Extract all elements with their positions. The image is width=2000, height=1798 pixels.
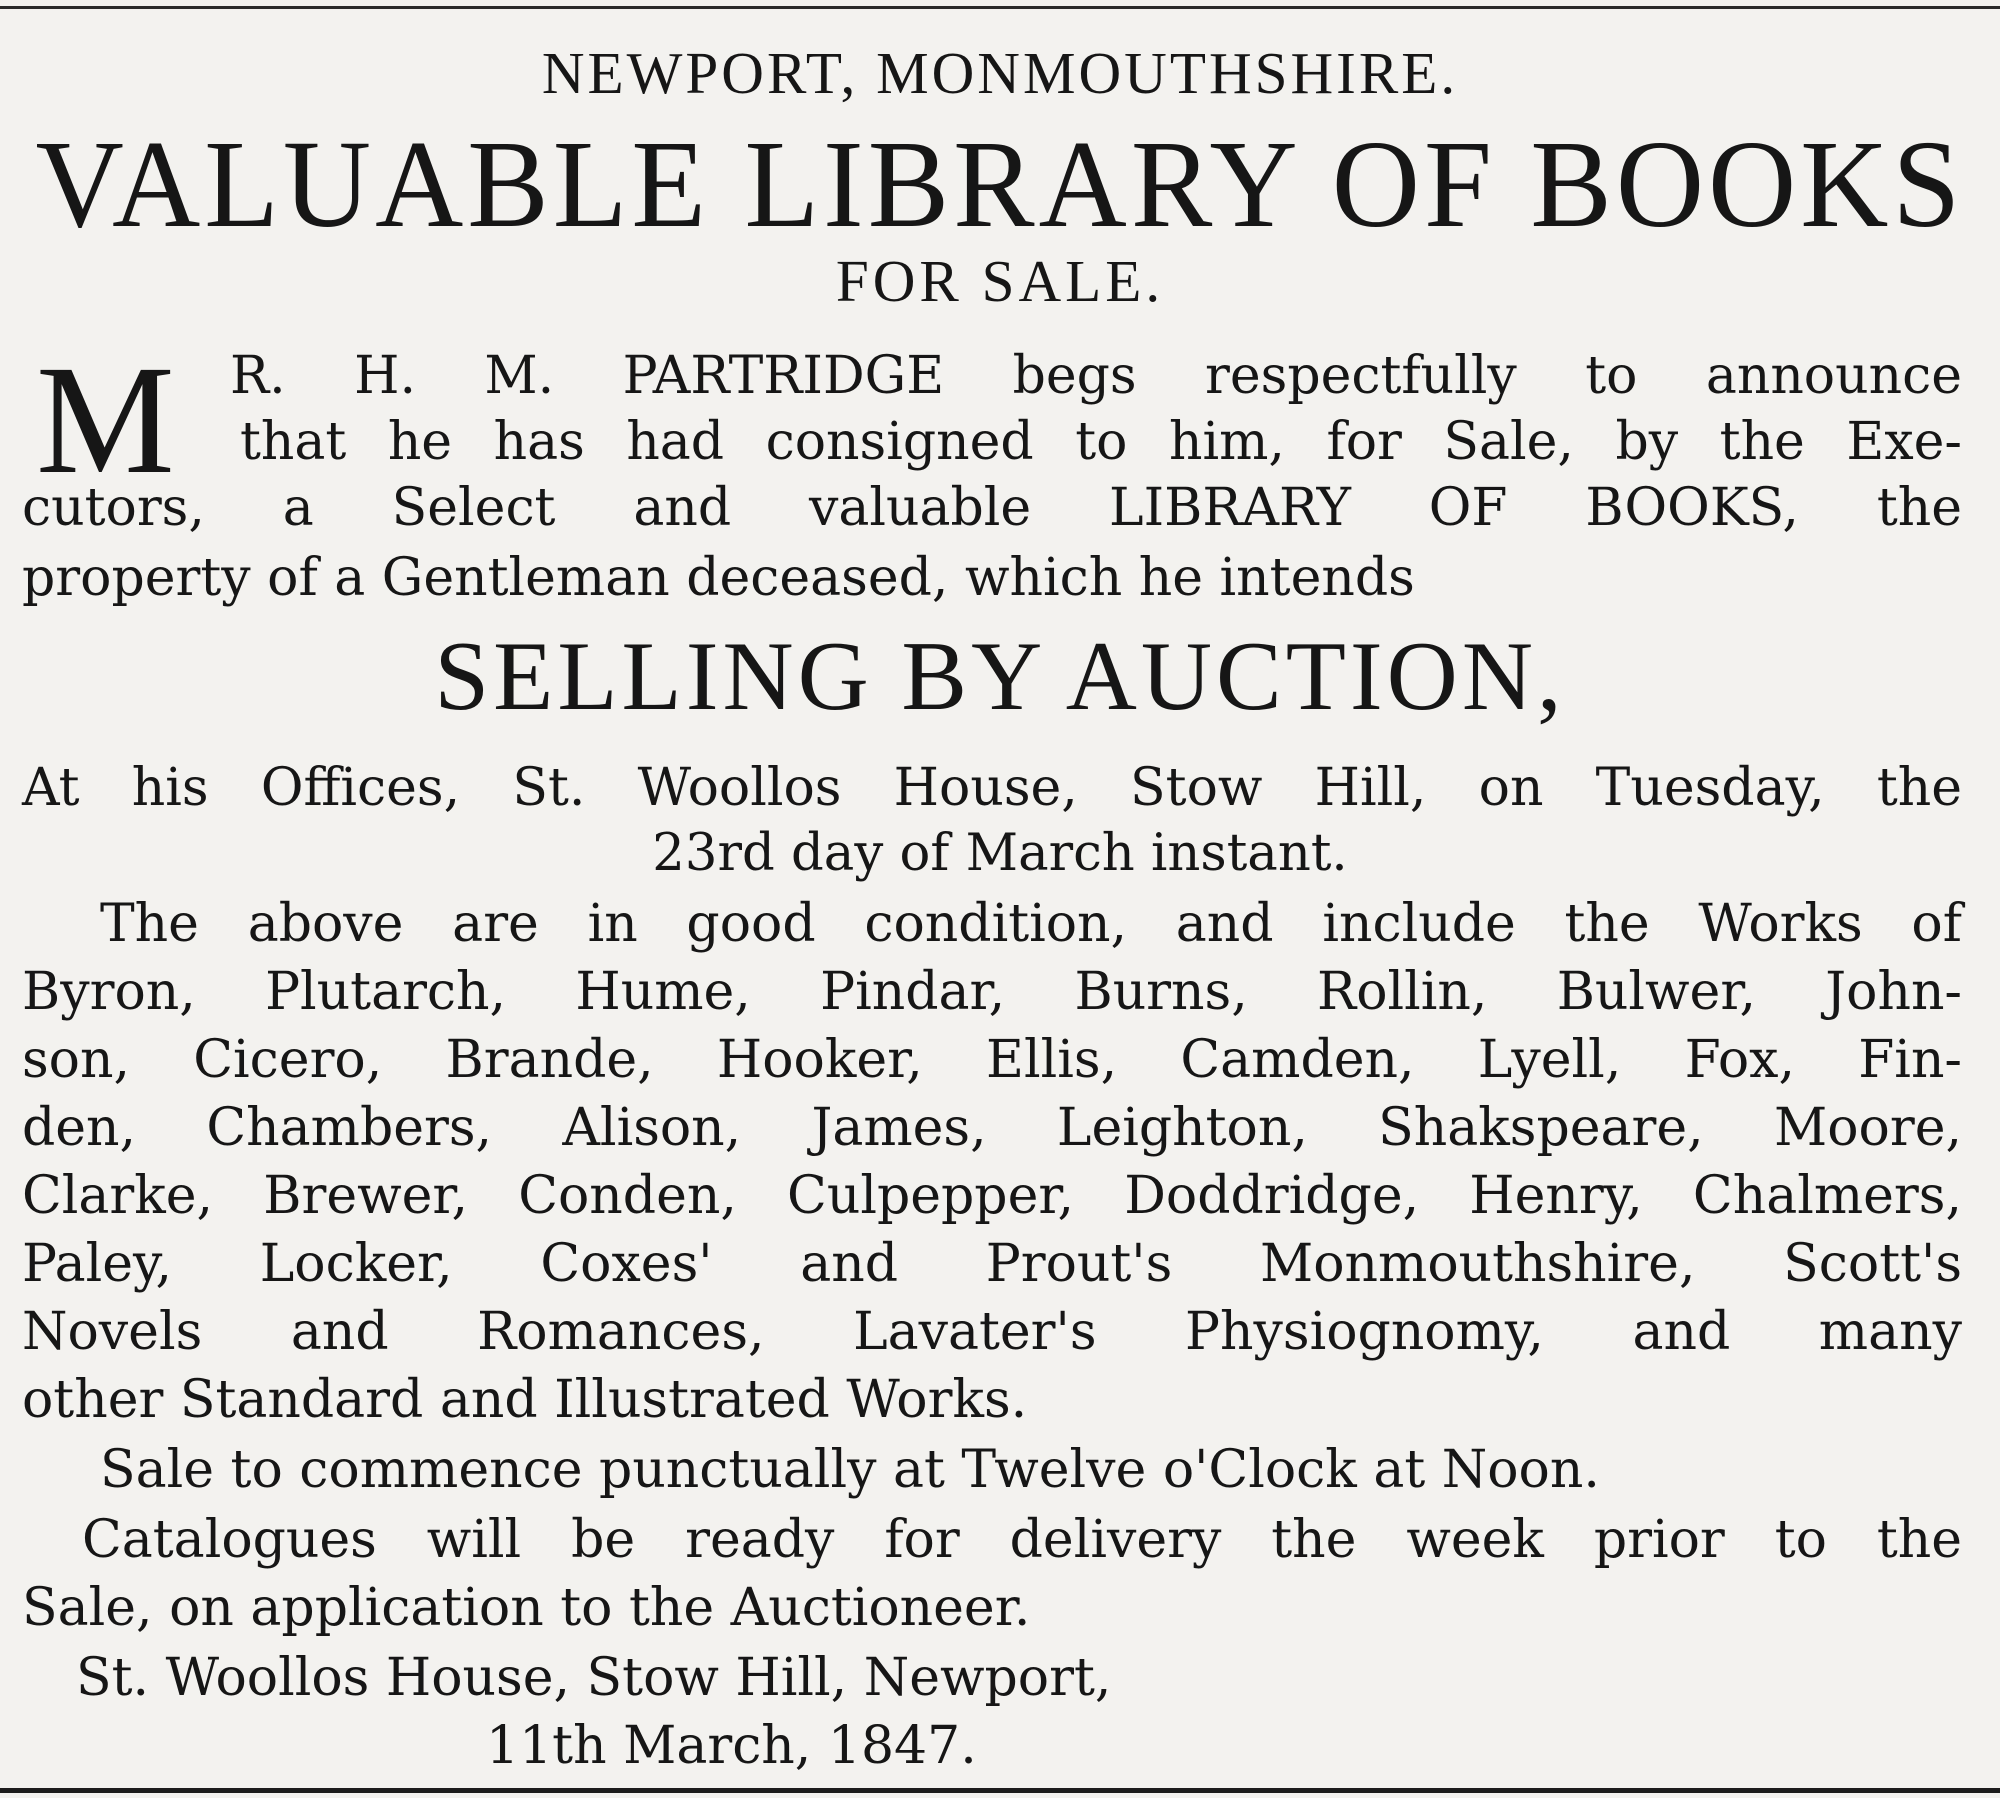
intro-line-4: property of a Gentleman deceased, which he intends [22,548,1415,608]
works-line-2: Byron, Plutarch, Hume, Pindar, Burns, Rollin, Bulwer, John- [22,962,1962,1022]
intro-line-1: R. H. M. PARTRIDGE begs respectfully to announce [230,346,1962,406]
title-heading: VALUABLE LIBRARY OF BOOKS [35,115,1965,254]
works-line-1: The above are in good condition, and include the Works of [100,894,1962,954]
works-line-3: son, Cicero, Brande, Hooker, Ellis, Camden, Lyell, Fox, Fin- [22,1030,1962,1090]
dropcap-letter: M [36,333,175,506]
signature-date: 11th March, 1847. [486,1716,977,1776]
signature-address: St. Woollos House, Stow Hill, Newport, [76,1648,1112,1708]
commence-notice: Sale to commence punctually at Twelve o'Clock at Noon. [100,1440,1600,1500]
catalogue-notice-line-1: Catalogues will be ready for delivery the week prior to the [82,1510,1962,1570]
bottom-rule [0,1788,2000,1793]
intro-line-3: cutors, a Select and valuable LIBRARY OF BOOKS, the [22,478,1962,538]
auction-heading: SELLING BY AUCTION, [434,622,1566,731]
sale-subheading: FOR SALE. [835,248,1165,314]
intro-line-2: that he has had consigned to him, for Sale, by the Exe- [240,412,1962,472]
auction-location-line: At his Offices, St. Woollos House, Stow Hill, on Tuesday, the [22,758,1962,818]
top-rule [0,6,2000,9]
works-line-7: Novels and Romances, Lavater's Physiognomy, and many [22,1302,1962,1362]
works-line-5: Clarke, Brewer, Conden, Culpepper, Doddridge, Henry, Chalmers, [22,1166,1962,1226]
place-heading: NEWPORT, MONMOUTHSHIRE. [541,40,1459,106]
auction-date-line: 23rd day of March instant. [652,823,1348,883]
catalogue-notice-line-2: Sale, on application to the Auctioneer. [22,1578,1031,1638]
works-line-8: other Standard and Illustrated Works. [22,1370,1028,1430]
works-line-6: Paley, Locker, Coxes' and Prout's Monmouthshire, Scott's [22,1234,1962,1294]
works-line-4: den, Chambers, Alison, James, Leighton, Shakspeare, Moore, [22,1098,1962,1158]
